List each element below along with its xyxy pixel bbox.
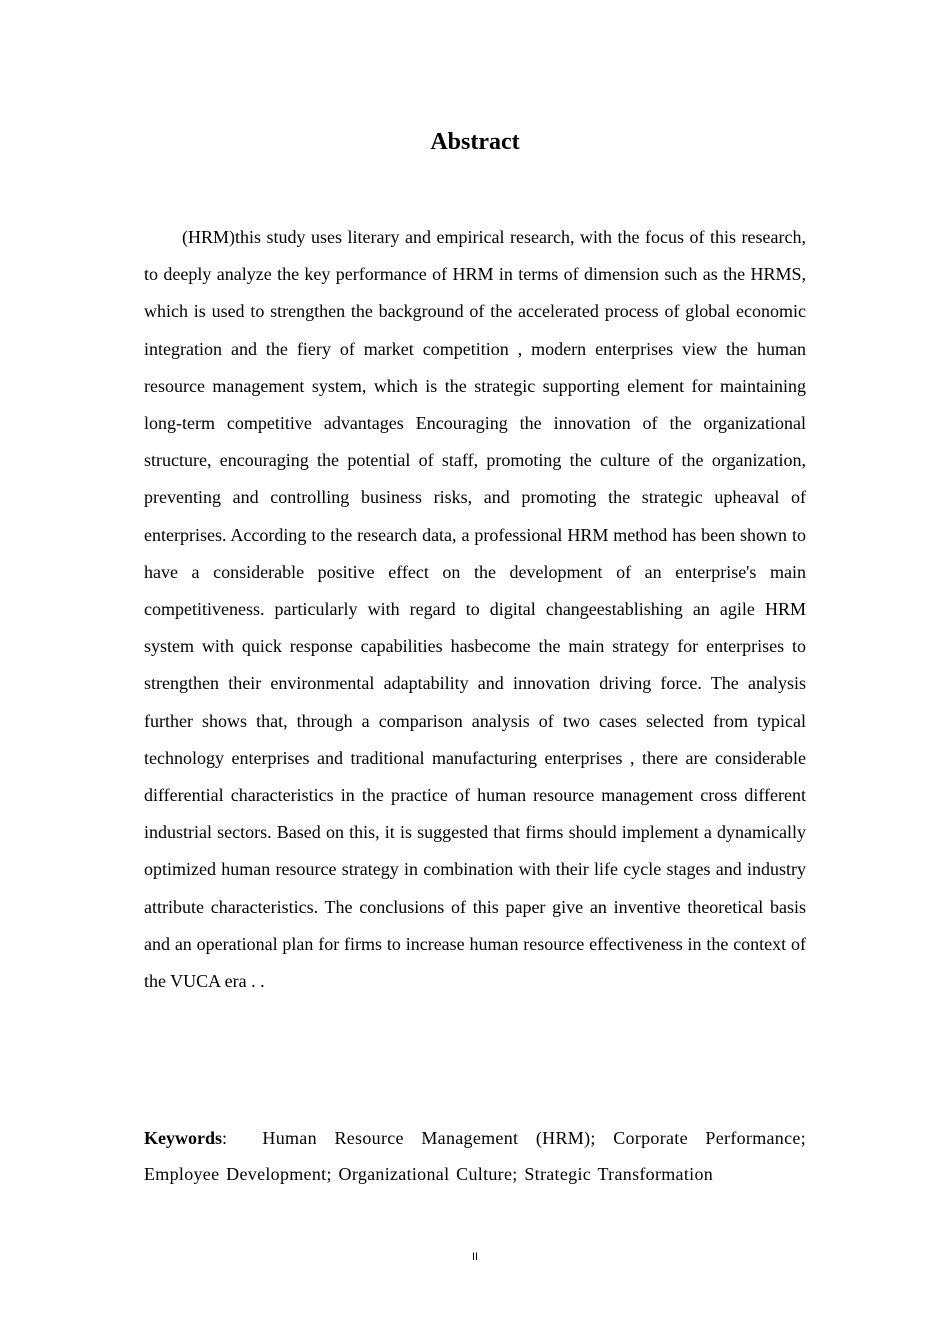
keywords-line bbox=[144, 1120, 806, 1192]
keywords-label: Keywords bbox=[144, 1128, 222, 1148]
page-title: Abstract bbox=[430, 129, 520, 155]
abstract-paragraph: (HRM)this study uses literary and empirical research, with the focus of this research, to deeply analyze the key performance of HRM in terms of dimension such as the HRMS, which is used to strengthen the background of the accelerated process of global economic integration and the fiery of market competition , modern enterprises view the human resource management system, which is the strategic supporting element for maintaining long-term competitive advantages Encouraging the innovation of the organizational structure, encouraging the potential of staff, promoting the culture of the organization, preventing and controlling business risks, and promoting the strategic upheaval of enterprises. According to the research data, a professional HRM method has been shown to have a considerable positive effect on the development of an enterprise's main competitiveness. particularly with regard to digital changeestablishing an agile HRM system with quick response capabilities hasbecome the main strategy for enterprises to strengthen their environmental adaptability and innovation driving force. The analysis further shows that, through a comparison analysis of two cases selected from typical technology enterprises and traditional manufacturing enterprises , there are considerable differential characteristics in the practice of human resource management cross different industrial sectors. Based on this, it is suggested that firms should implement a dynamically optimized human resource strategy in combination with their life cycle stages and industry attribute characteristics. The conclusions of this paper give an inventive theoretical basis and an operational plan for firms to increase human resource effectiveness in the context of the VUCA era . . bbox=[144, 227, 806, 992]
keywords-separator: : bbox=[222, 1128, 228, 1148]
keywords-text: Human Resource Management (HRM); Corporate Performance; Employee Development; Organizational Culture; Strategic Transformation bbox=[144, 1128, 806, 1184]
page-number: II bbox=[471, 1251, 479, 1263]
